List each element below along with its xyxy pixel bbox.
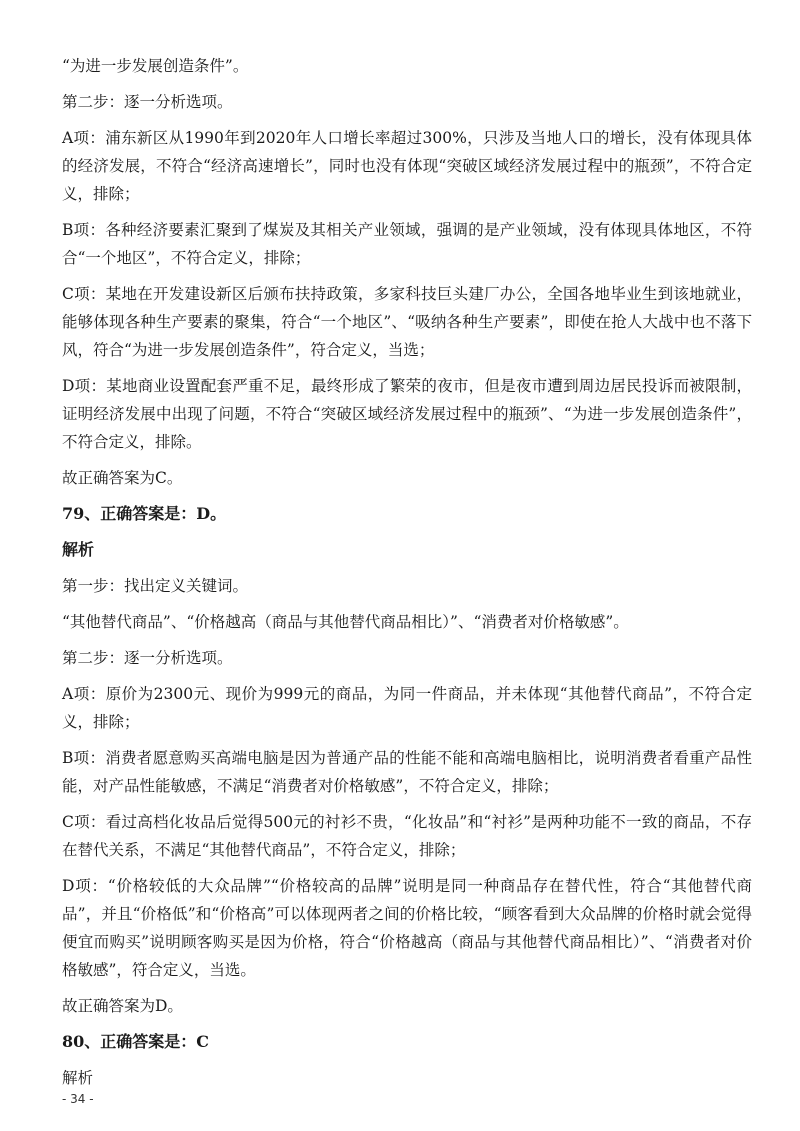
page-number: - 34 - (62, 1092, 94, 1106)
question-answer-heading: 80、正确答案是：C (62, 1032, 210, 1051)
paragraph: 第二步：逐一分析选项。 (62, 649, 233, 667)
paragraph: B项：消费者愿意购买高端电脑是因为普通产品的性能不能和高端电脑相比，说明消费者看重产品性能，对产品性能敏感，不满足“消费者对价格敏感”，不符合定义，排除； (62, 749, 752, 795)
paragraph: “其他替代商品”、“价格越高（商品与其他替代商品相比）”、“消费者对价格敏感”。 (62, 613, 629, 631)
document-page (62, 52, 752, 1100)
paragraph: C项：某地在开发建设新区后颁布扶持政策，多家科技巨头建厂办公，全国各地毕业生到该地就业，能够体现各种生产要素的聚集，符合“一个地区”、“吸纳各种生产要素”，即使在抢人大战中也不落下风，符合“为进一步发展创造条件”，符合定义，当选； (62, 285, 752, 359)
paragraph: C项：看过高档化妆品后觉得500元的衬衫不贵，“化妆品”和“衬衫”是两种功能不一致的商品，不存在替代关系，不满足“其他替代商品”，不符合定义，排除； (62, 813, 752, 859)
answer-line: 故正确答案为D。 (62, 997, 183, 1015)
question-answer-heading: 79、正确答案是：D。 (62, 504, 227, 523)
paragraph: 第一步：找出定义关键词。 (62, 577, 249, 595)
analysis-label: 解析 (62, 1069, 94, 1087)
paragraph: “为进一步发展创造条件”。 (62, 57, 249, 75)
paragraph: 第二步：逐一分析选项。 (62, 93, 233, 111)
paragraph: D项：“价格较低的大众品牌”“价格较高的品牌”说明是同一种商品存在替代性，符合“其他替代商品”，并且“价格低”和“价格高”可以体现两者之间的价格比较，“顾客看到大众品牌的价格时就会觉得便宜而购买”说明顾客购买是因为价格，符合“价格越高（商品与其他替代商品相比）”、“消费者对价格敏感”，符合定义，当选。 (62, 877, 752, 979)
paragraph: A项：原价为2300元、现价为999元的商品，为同一件商品，并未体现“其他替代商品”，不符合定义，排除； (62, 685, 752, 731)
paragraph: D项：某地商业设置配套严重不足，最终形成了繁荣的夜市，但是夜市遭到周边居民投诉而被限制，证明经济发展中出现了问题，不符合“突破区域经济发展过程中的瓶颈”、“为进一步发展创造条件”，不符合定义，排除。 (62, 377, 752, 451)
paragraph: B项：各种经济要素汇聚到了煤炭及其相关产业领域，强调的是产业领域，没有体现具体地区，不符合“一个地区”，不符合定义，排除； (62, 221, 752, 267)
analysis-heading: 解析 (62, 540, 95, 559)
paragraph: A项：浦东新区从1990年到2020年人口增长率超过300%，只涉及当地人口的增长，没有体现具体的经济发展，不符合“经济高速增长”，同时也没有体现“突破区域经济发展过程中的瓶颈”，不符合定义，排除； (62, 129, 752, 203)
answer-line: 故正确答案为C。 (62, 469, 183, 487)
